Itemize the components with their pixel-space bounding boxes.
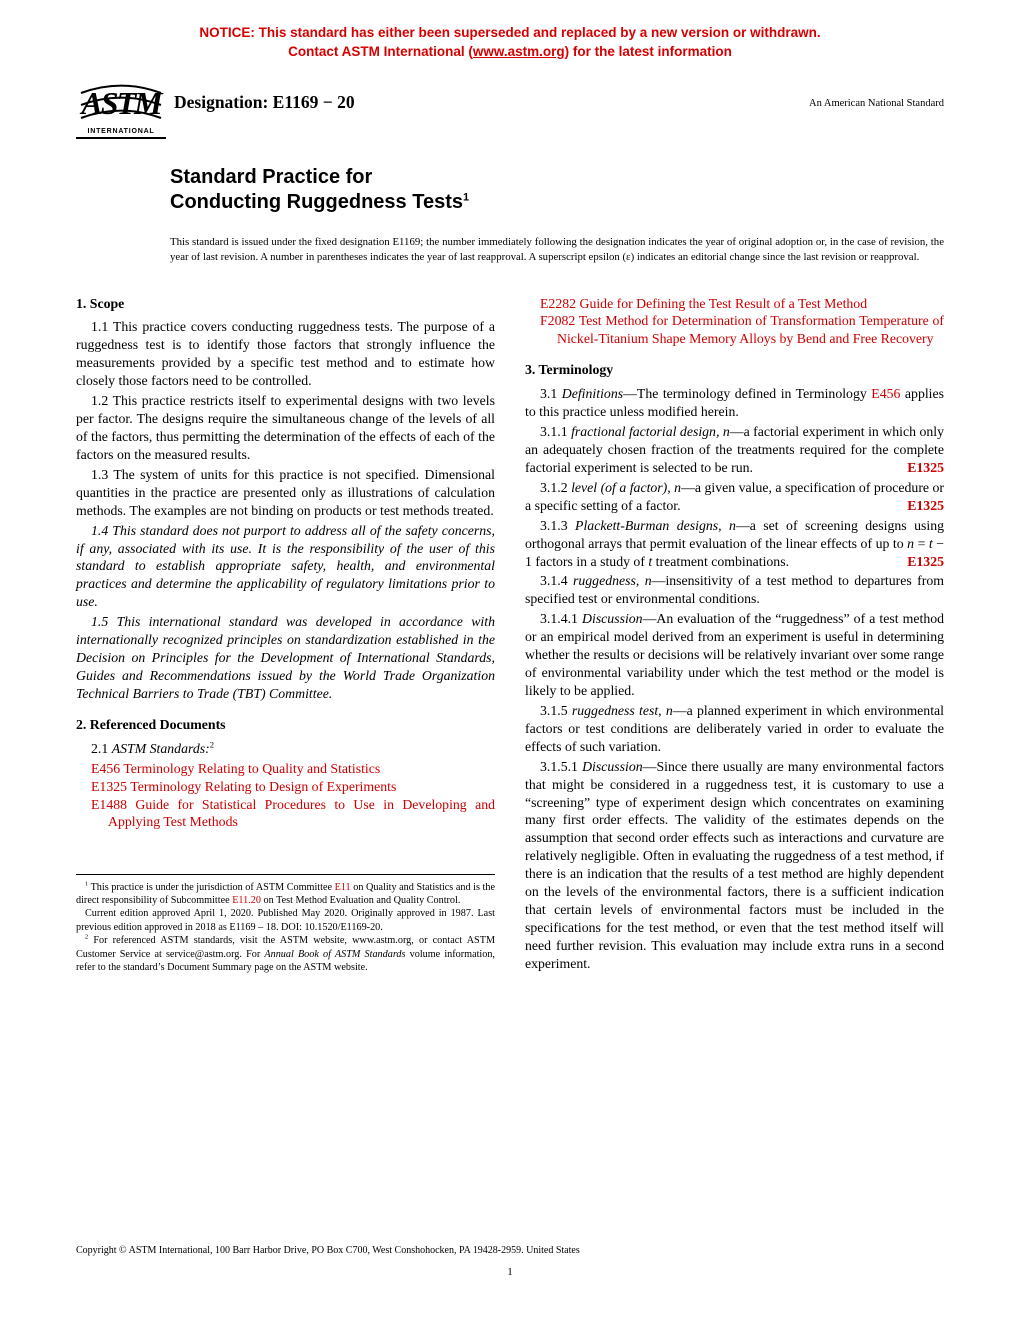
page-number: 1 (507, 1266, 513, 1278)
standard-ref-link[interactable]: E2282 (540, 295, 577, 311)
paragraph (76, 466, 495, 520)
text-run: 3.1.4.1 (540, 611, 583, 627)
text-run: 2 (85, 934, 89, 941)
text-run: on Quality and Statistics and is the direct responsibility of Subcommittee (76, 881, 495, 907)
designation: Designation: E1169 − 20 (174, 91, 355, 112)
copyright-line: Copyright © ASTM International, 100 Barr Harbor Drive, PO Box C700, West Conshohocken, PA 19428-2959. United States (76, 1245, 580, 1256)
text-run: Guide for Defining the Test Result of a Test Method (576, 295, 868, 311)
title-text: Conducting Ruggedness Tests (170, 190, 463, 213)
text-run: 1.3 The system of units for this practice is not specified. Dimensional quantities in the practice are presented only as illustrations of calculation methods. The examples are not binding on products or test methods treated. (76, 466, 495, 518)
text-run: 3. Terminology (525, 362, 614, 378)
paragraph (525, 423, 944, 477)
text-run: 1.4 This standard does not purport to address all of the safety concerns, if any, associated with its use. It is the responsibility of the user of this standard to establish appropriate safety, health, and environmental practices and determine the applicability of regulatory limitations prior to use. (76, 522, 495, 610)
paragraph (525, 702, 944, 756)
section-heading (525, 361, 944, 379)
title-line2 (170, 190, 944, 215)
reference-link[interactable] (540, 312, 944, 348)
notice-line2 (76, 43, 944, 62)
notice-line2-pre: Contact ASTM International ( (288, 43, 473, 59)
text-run: 3.1.3 (540, 517, 576, 533)
text-run: 1 (85, 880, 89, 888)
source-standard-tag[interactable]: E1325 (907, 459, 944, 475)
standard-ref-link[interactable]: F2082 (540, 313, 576, 329)
standard-ref-link[interactable]: E11 (334, 881, 351, 893)
text-run: 1. Scope (76, 295, 125, 311)
text-run: —Since there usually are many environmental factors that might be considered in a ruggedness test, it is customary to use a “screening” type of experiment design which concentrates on examining many first order effects. The validity of the estimates depends on the assumption that second order effects such as interactions and curvature are relatively negligible. Often in evaluating the ruggedness of a test method, if there is an indication that the results of a test method are highly dependent on the levels of the environmental factors, there is a sufficient indication that certain levels of environmental factors must be included in the specifications for the test method, or even that the test method itself will need further revision. This evaluation may include extra runs in a second experiment. (525, 758, 945, 971)
paragraph (525, 517, 944, 571)
text-run: 3.1.5.1 (540, 758, 583, 774)
issuance-paragraph: This standard is issued under the fixed designation E1169; the number immediately following the designation indicates the year of original adoption or, in the case of revision, the year of last revision. A number in parentheses indicates the year of last reapproval. A superscript epsilon (ε) indicates an editorial change since the last revision or reapproval. (170, 235, 944, 263)
text-run: t (928, 535, 933, 551)
right-column-content (525, 295, 944, 973)
left-column (76, 295, 495, 975)
paragraph (76, 907, 495, 934)
text-run: —a planned experiment in which environmental factors or test conditions are deliberately varied in order to evaluate the effects of such variation. (525, 702, 944, 754)
footnotes-block (76, 874, 495, 975)
text-run: 1.2 This practice restricts itself to experimental designs with two levels per factor. The designs require the simultaneous change of the levels of all of the factors, thus permitting the determination of the effects of each of the factors on the measured results. (76, 393, 495, 462)
title-footnote-marker: 1 (462, 191, 470, 204)
text-run: —insensitivity of a test method to departures from specified test or environmental conditions. (525, 573, 944, 607)
text-run: Definitions (561, 386, 624, 402)
text-run: ASTM Standards: (111, 740, 210, 756)
text-run: volume information, refer to the standard’s Document Summary page on the ASTM website. (76, 948, 495, 974)
text-run: Terminology Relating to Quality and Statistics (120, 760, 381, 776)
standard-ref-link[interactable]: E456 (91, 760, 121, 776)
text-run: 2 (209, 739, 214, 750)
section-heading (76, 716, 495, 734)
text-run: − 1 factors in a study of (525, 535, 945, 569)
document-header (76, 78, 944, 139)
astm-logo-text: ASTM (81, 84, 161, 121)
text-run: Discussion (582, 611, 643, 627)
national-standard-note: An American National Standard (808, 97, 944, 109)
text-run: 1.5 This international standard was developed in accordance with internationally recognized principles on standardization established in the Decision on Principles for the Development of International Standards, Guides and Recommendations issued by the World Trade Organization Technical Barriers to Trade (TBT) Committee. (76, 614, 495, 701)
text-run: on Test Method Evaluation and Quality Control. (260, 895, 461, 907)
document-title (170, 165, 944, 215)
text-run: 3.1 (540, 386, 562, 402)
title-line1: Standard Practice for (170, 165, 373, 188)
source-standard-tag[interactable]: E1325 (907, 553, 944, 569)
text-run: = (914, 535, 929, 551)
astm-logo (76, 78, 166, 139)
text-run: level (of a factor), n (571, 479, 682, 495)
text-run: fractional factorial design, n (571, 424, 730, 440)
right-column (525, 295, 944, 975)
source-standard-tag[interactable]: E1325 (907, 497, 944, 513)
text-run: 2.1 (91, 740, 112, 756)
text-run: —a set of screening designs using orthogonal arrays that permit evaluation of the linear effects of up to (525, 517, 945, 551)
supersession-notice (76, 24, 944, 62)
text-run: 3.1.1 (540, 424, 572, 440)
standard-ref-link[interactable]: E1325 (91, 778, 128, 794)
paragraph (525, 758, 944, 973)
astm-website-link[interactable]: www.astm.org (472, 43, 565, 59)
text-run: treatment combinations. (652, 553, 790, 569)
text-run: Terminology Relating to Design of Experiments (127, 778, 397, 794)
text-run: This practice is under the jurisdiction of ASTM Committee (88, 881, 335, 893)
paragraph (76, 934, 495, 974)
text-run: ruggedness, n (573, 573, 652, 589)
text-run: —An evaluation of the “ruggedness” of a test method or an empirical model derived from an experiment is useful in determining whether the results or decisions will be relatively invariant over some range of environmental variability under which the test method or the model is likely to be applied. (525, 611, 945, 698)
paragraph (76, 522, 495, 612)
notice-line1: NOTICE: This standard has either been superseded and replaced by a new version or withdrawn. (199, 25, 821, 40)
paragraph (525, 385, 944, 421)
text-run: 3.1.5 (540, 702, 572, 718)
text-run: —a factorial experiment in which only an adequately chosen fraction of the treatments required for the complete factorial experiment is selected to be run. (525, 424, 944, 475)
text-run: 3.1.4 (540, 573, 574, 589)
text-run: Current edition approved April 1, 2020. Published May 2020. Originally approved in 1987. Last previous edition approved in 2018 as E1169 – 18. DOI: 10.1520/E1169-20. (76, 908, 495, 933)
section-heading (76, 295, 495, 313)
astm-logo-mark (78, 78, 164, 126)
standard-ref-link[interactable]: E1488 (91, 796, 128, 812)
paragraph (76, 740, 495, 758)
paragraph (76, 881, 495, 908)
paragraph (525, 479, 944, 515)
reference-link[interactable] (91, 796, 495, 832)
text-run: Test Method for Determination of Transformation Temperature of Nickel-Titanium Shape Memory Alloys by Bend and Free Recovery (557, 313, 944, 347)
paragraph (525, 610, 944, 700)
standard-ref-link[interactable]: E11.20 (232, 895, 261, 907)
reference-link[interactable] (91, 778, 495, 796)
text-run: Annual Book of ASTM Standards (264, 948, 406, 960)
text-run: ruggedness test, n (571, 702, 673, 718)
notice-line2-post: ) for the latest information (564, 43, 732, 59)
text-run: —a given value, a specification of procedure or a specific setting of a factor. (525, 479, 944, 513)
text-run: 3.1.2 (540, 479, 572, 495)
reference-link[interactable] (91, 760, 495, 778)
astm-logo-international: INTERNATIONAL (87, 127, 155, 135)
body-columns (76, 295, 944, 975)
text-run: Plackett-Burman designs, n (575, 517, 736, 533)
text-run: 2. Referenced Documents (76, 716, 226, 732)
text-run: t (648, 553, 653, 569)
left-column-content (76, 295, 495, 832)
paragraph (76, 613, 495, 703)
paragraph (76, 318, 495, 390)
reference-link[interactable] (540, 295, 944, 313)
text-run: applies to this practice unless modified herein. (525, 386, 944, 420)
paragraph (525, 572, 944, 608)
text-run: For referenced ASTM standards, visit the ASTM website, www.astm.org, or contact ASTM Customer Service at service@astm.org. For (76, 935, 495, 960)
standard-ref-link[interactable]: E456 (871, 386, 901, 402)
paragraph (76, 392, 495, 464)
text-run: Guide for Statistical Procedures to Use in Developing and Applying Test Methods (108, 796, 495, 830)
text-run: —The terminology defined in Terminology (623, 386, 872, 402)
text-run: n (907, 535, 915, 551)
text-run: Discussion (582, 758, 643, 774)
text-run: 1.1 This practice covers conducting ruggedness tests. The purpose of a ruggedness test is to identify those factors that strongly influence the measurements provided by a specific test method and to estimate how closely those factors need to be controlled. (76, 319, 495, 389)
